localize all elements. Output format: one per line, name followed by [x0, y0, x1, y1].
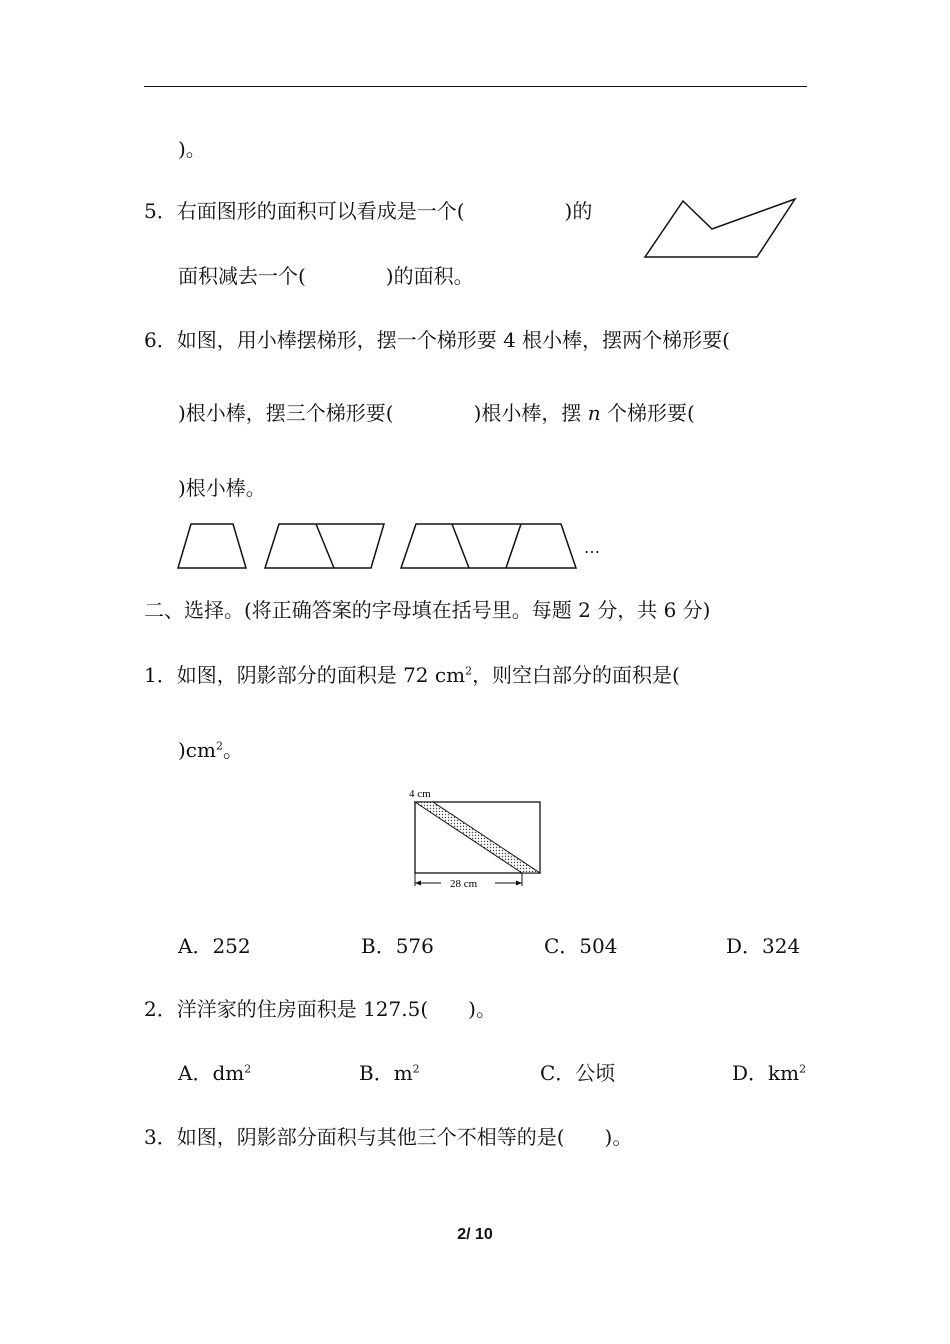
choice-2-line-1: 2．洋洋家的住房面积是 127.5( )。: [144, 997, 496, 1021]
c2-opt-d-text: D．km: [732, 1061, 800, 1085]
continued-text: )。: [178, 137, 206, 161]
q6-line2-part-a: )根小棒，摆三个梯形要( )根小棒，摆: [178, 401, 588, 425]
c1-line2-a: )cm: [178, 738, 216, 762]
page-number: 2/ 10: [457, 1226, 493, 1243]
choice-2-option-a: [178, 1061, 251, 1085]
bottom-dimension-label: 28 cm: [450, 878, 478, 890]
c1-line2-sup: 2: [215, 739, 223, 753]
question-5-line-1: 5．右面图形的面积可以看成是一个( )的: [144, 199, 593, 223]
c2-opt-a-text: A．dm: [178, 1061, 245, 1085]
choice-1-option-d: D．324: [726, 934, 801, 958]
c1-line1-a: 1．如图，阴影部分的面积是 72 cm: [144, 663, 466, 687]
section-2-heading: 二、选择。(将正确答案的字母填在括号里。每题 2 分，共 6 分): [144, 598, 711, 622]
choice-1-option-a: A．252: [178, 934, 251, 958]
q6-line2-part-b: 个梯形要(: [600, 401, 695, 425]
choice-1-option-c: C．504: [544, 934, 618, 958]
c1-line2-end: 。: [222, 738, 243, 762]
choice-2-option-d: [732, 1061, 806, 1085]
trapezoid-ellipsis: …: [584, 538, 600, 557]
c2-opt-c-text: C．公顷: [540, 1061, 616, 1085]
question-6-line-1: 6．如图，用小棒摆梯形，摆一个梯形要 4 根小棒，摆两个梯形要(: [144, 328, 730, 352]
c1-sup: 2: [465, 664, 473, 678]
choice-2-option-b: [359, 1061, 420, 1085]
c1-line1-b: ，则空白部分的面积是(: [472, 663, 680, 687]
shaded-strip: [415, 802, 540, 873]
choice-1-option-b: B．576: [361, 934, 434, 958]
c2-opt-b-sup: 2: [412, 1062, 420, 1076]
choice-3-line-1: 3．如图，阴影部分面积与其他三个不相等的是( )。: [144, 1125, 633, 1149]
c2-opt-a-sup: 2: [244, 1062, 252, 1076]
top-dimension-label: 4 cm: [409, 788, 431, 800]
question-5-line-2: 面积减去一个( )的面积。: [178, 264, 474, 288]
q6-variable-n: n: [587, 401, 601, 425]
choice-2-option-c: [540, 1061, 615, 1085]
c2-opt-d-sup: 2: [799, 1062, 807, 1076]
c2-opt-b-text: B．m: [359, 1061, 413, 1085]
question-6-line-3: )根小棒。: [178, 476, 266, 500]
